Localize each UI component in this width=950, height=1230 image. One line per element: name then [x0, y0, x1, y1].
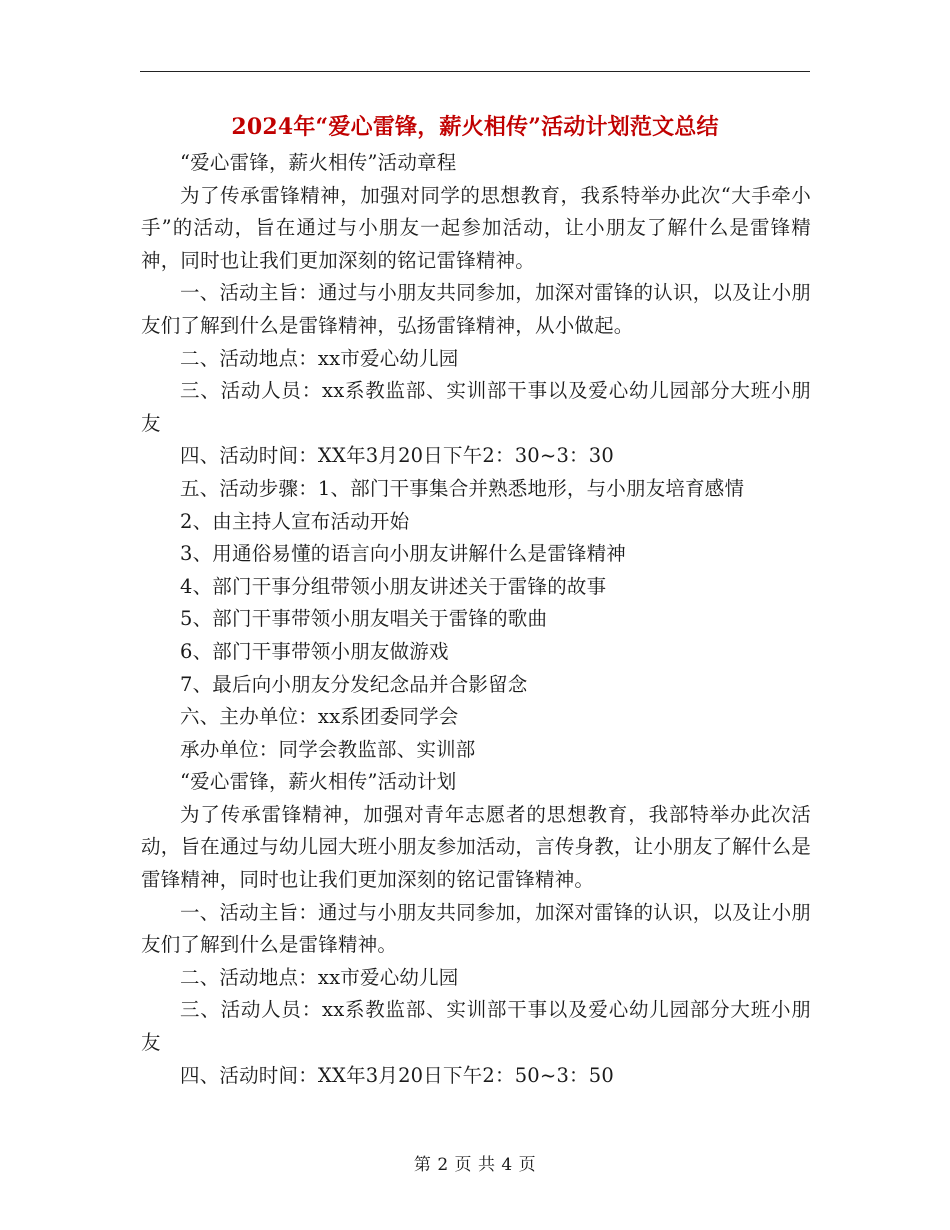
header-rule	[140, 71, 810, 72]
paragraph-20: 三、活动人员：xx系教监部、实训部干事以及爱心幼儿园部分大班小朋友	[141, 998, 811, 1055]
paragraph-3: 一、活动主旨：通过与小朋友共同参加，加深对雷锋的认识，以及让小朋友们了解到什么是雷锋精神，弘扬雷锋精神，从小做起。	[141, 281, 811, 337]
paragraph-18: 一、活动主旨：通过与小朋友共同参加，加深对雷锋的认识，以及让小朋友们了解到什么是雷锋精神。	[141, 900, 811, 957]
paragraph-14: 六、主办单位：xx系团委同学会	[180, 705, 459, 729]
paragraph-4: 二、活动地点：xx市爱心幼儿园	[180, 346, 459, 370]
page-number: 第 2 页 共 4 页	[413, 1155, 537, 1175]
paragraph-21: 四、活动时间：XX年3月20日下午2：50~3：50	[180, 1063, 614, 1087]
paragraph-16: “爱心雷锋，薪火相传”活动计划	[180, 770, 457, 794]
paragraph-12: 6、部门干事带领小朋友做游戏	[180, 639, 449, 663]
paragraph-13: 7、最后向小朋友分发纪念品并合影留念	[180, 672, 528, 696]
paragraph-5: 三、活动人员：xx系教监部、实训部干事以及爱心幼儿园部分大班小朋友	[141, 379, 811, 435]
paragraph-19: 二、活动地点：xx市爱心幼儿园	[180, 965, 459, 989]
paragraph-7: 五、活动步骤：1、部门干事集合并熟悉地形，与小朋友培育感情	[180, 476, 745, 500]
paragraph-8: 2、由主持人宣布活动开始	[180, 509, 410, 533]
document-title: 2024年“爱心雷锋，薪火相传”活动计划范文总结	[231, 114, 719, 140]
paragraph-17: 为了传承雷锋精神，加强对青年志愿者的思想教育，我部特举办此次活动，旨在通过与幼儿园大班小朋友参加活动，言传身教，让小朋友了解什么是雷锋精神，同时也让我们更加深刻的铭记雷锋精神。	[141, 802, 811, 892]
paragraph-2: 为了传承雷锋精神，加强对同学的思想教育，我系特举办此次“大手牵小手”的活动，旨在通过与小朋友一起参加活动，让小朋友了解什么是雷锋精神，同时也让我们更加深刻的铭记雷锋精神。	[141, 183, 811, 272]
paragraph-11: 5、部门干事带领小朋友唱关于雷锋的歌曲	[180, 607, 548, 631]
document-body	[141, 147, 811, 1092]
paragraph-15: 承办单位：同学会教监部、实训部	[180, 737, 476, 761]
paragraph-10: 4、部门干事分组带领小朋友讲述关于雷锋的故事	[180, 574, 607, 598]
paragraph-9: 3、用通俗易懂的语言向小朋友讲解什么是雷锋精神	[180, 542, 627, 566]
paragraph-6: 四、活动时间：XX年3月20日下午2：30~3：30	[180, 444, 614, 468]
paragraph-1: “爱心雷锋，薪火相传”活动章程	[180, 151, 457, 174]
